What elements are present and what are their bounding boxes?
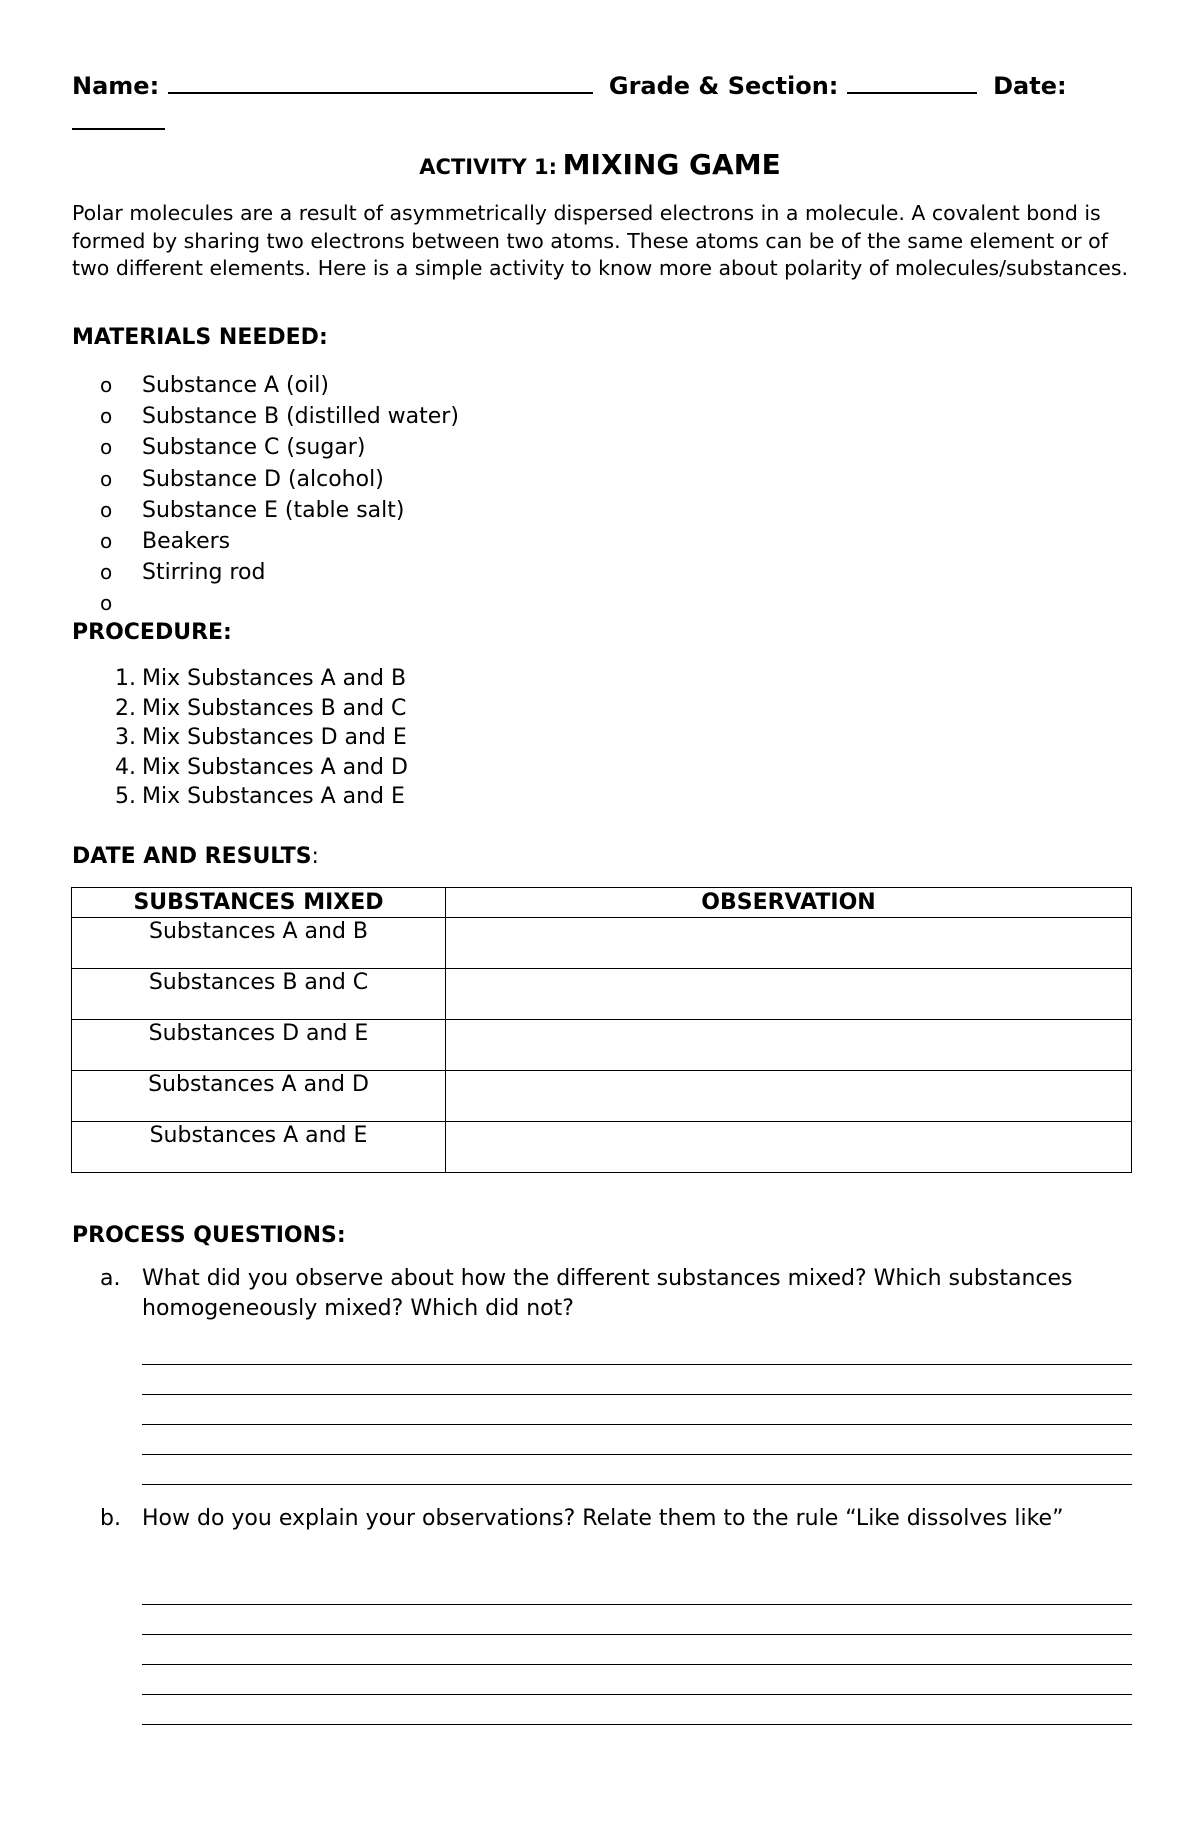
bullet-icon: o [100, 591, 113, 616]
observation-cell[interactable] [446, 1122, 1132, 1173]
procedure-list [100, 664, 408, 812]
observation-cell[interactable] [446, 1071, 1132, 1122]
intro-paragraph: Polar molecules are a result of asymmetrically dispersed electrons in a molecule. A covalent bond is formed by sharing two electrons between two atoms. These atoms can be of the same element or of two different elements. Here is a simple activity to know more about polarity of molecules/substances. [72, 201, 1129, 280]
list-item: 1. Mix Substances A and B [115, 666, 407, 691]
substances-cell: Substances A and E [72, 1122, 446, 1173]
activity-name: MIXING GAME [562, 148, 781, 181]
results-heading: DATE AND RESULTS: [72, 844, 319, 869]
observation-cell[interactable] [446, 918, 1132, 969]
activity-number: ACTIVITY 1: [419, 155, 558, 179]
question-a [100, 1264, 1140, 1324]
list-item [100, 588, 459, 619]
list-item: 2. Mix Substances B and C [115, 695, 407, 721]
list-item: o Substance D (alcohol) [100, 464, 459, 495]
answer-line[interactable] [142, 1365, 1132, 1395]
bullet-icon: o [100, 435, 113, 460]
observation-cell[interactable] [446, 969, 1132, 1020]
answer-line[interactable] [142, 1605, 1132, 1635]
answer-line[interactable] [142, 1665, 1132, 1695]
date-field[interactable] [72, 106, 165, 130]
list-item: 4. Mix Substances A and D [115, 754, 408, 780]
bullet-icon: o [100, 529, 113, 554]
page-title [0, 148, 1200, 181]
results-table [71, 887, 1132, 1173]
answer-area-a[interactable] [142, 1335, 1132, 1485]
observation-cell[interactable] [446, 1020, 1132, 1071]
list-item: o Substance B (distilled water) [100, 401, 459, 432]
table-row [72, 1020, 1132, 1071]
table-row [72, 969, 1132, 1020]
answer-line[interactable] [142, 1395, 1132, 1425]
list-item: 5. Mix Substances A and E [115, 784, 405, 809]
list-item: o Substance E (table salt) [100, 495, 459, 526]
answer-area-b[interactable] [142, 1575, 1132, 1725]
name-label: Name: [72, 72, 160, 100]
list-item: o Stirring rod [100, 557, 459, 588]
materials-list [100, 370, 459, 620]
list-item: 3. Mix Substances D and E [115, 725, 407, 750]
procedure-heading: PROCEDURE: [72, 620, 232, 645]
question-label: b. [100, 1506, 121, 1531]
answer-line[interactable] [142, 1335, 1132, 1365]
grade-section-field[interactable] [847, 70, 977, 94]
table-header-row [72, 888, 1132, 918]
question-b [100, 1504, 1140, 1534]
list-item: o Beakers [100, 526, 459, 557]
answer-line[interactable] [142, 1455, 1132, 1485]
question-label: a. [100, 1266, 121, 1291]
table-row [72, 918, 1132, 969]
substances-cell: Substances A and D [72, 1071, 446, 1122]
name-field[interactable] [168, 70, 593, 94]
bullet-icon: o [100, 560, 113, 585]
questions-heading: PROCESS QUESTIONS: [72, 1223, 346, 1248]
bullet-icon: o [100, 497, 113, 522]
table-row [72, 1071, 1132, 1122]
answer-line[interactable] [142, 1635, 1132, 1665]
list-item: o Substance C (sugar) [100, 432, 459, 463]
column-header-observation: OBSERVATION [446, 888, 1132, 918]
date-label: Date: [993, 72, 1067, 100]
materials-heading: MATERIALS NEEDED: [72, 325, 328, 350]
grade-section-label: Grade & Section: [608, 72, 839, 100]
answer-line[interactable] [142, 1695, 1132, 1725]
question-text: How do you explain your observations? Relate them to the rule “Like dissolves like” [142, 1506, 1064, 1531]
question-text: What did you observe about how the different substances mixed? Which substances homogeneously mixed? Which did not? [142, 1266, 1073, 1321]
student-info-line [72, 70, 1132, 101]
list-item: o Substance A (oil) [100, 370, 459, 401]
column-header-substances: SUBSTANCES MIXED [72, 888, 446, 918]
substances-cell: Substances A and B [72, 918, 446, 969]
answer-line[interactable] [142, 1575, 1132, 1605]
answer-line[interactable] [142, 1425, 1132, 1455]
table-row [72, 1122, 1132, 1173]
bullet-icon: o [100, 466, 113, 491]
bullet-icon: o [100, 404, 113, 429]
bullet-icon: o [100, 373, 113, 397]
substances-cell: Substances D and E [72, 1020, 446, 1071]
substances-cell: Substances B and C [72, 969, 446, 1020]
